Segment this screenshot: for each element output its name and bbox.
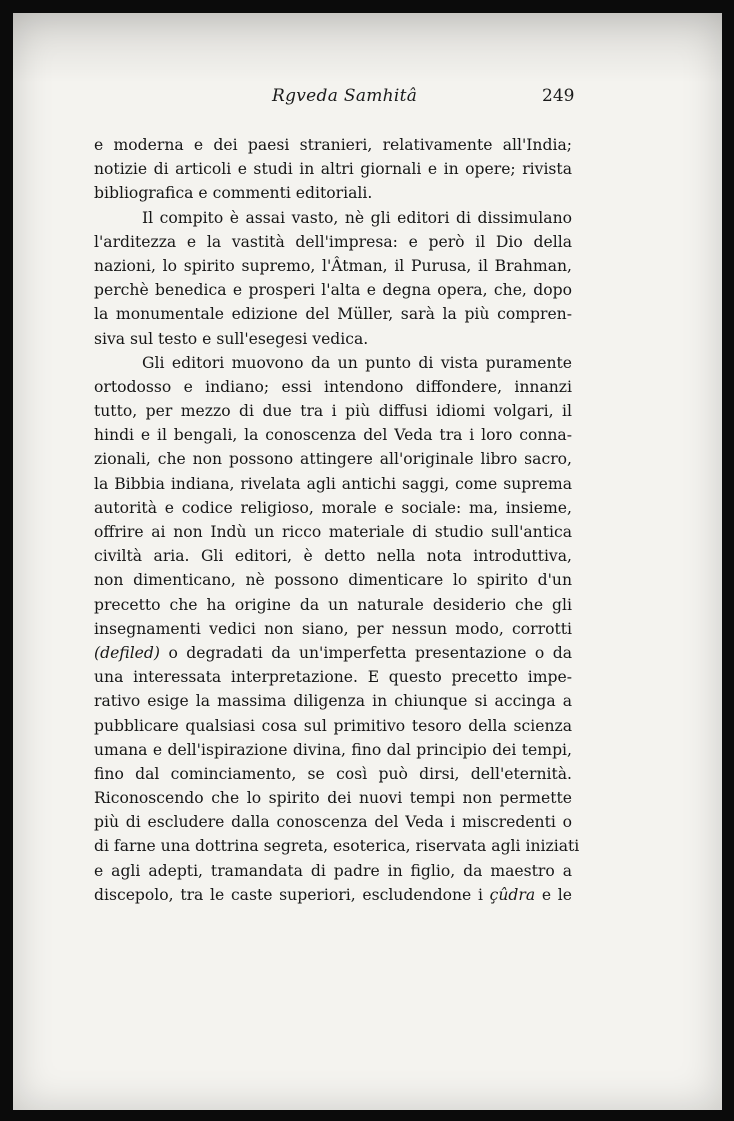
- body-text: [94, 133, 580, 907]
- text-line-9: siva sul testo e sull'esegesi vedica.: [94, 329, 369, 348]
- text-line-12: tutto, per mezzo di due tra i più diffusi idiomi volgari, il: [94, 402, 572, 421]
- text-line-6: nazioni, lo spirito supremo, l'Âtman, il Purusa, il Brahman,: [94, 256, 572, 275]
- text-line-14: zionali, che non possono attingere all'originale libro sacro,: [94, 450, 572, 469]
- text-line-1: e moderna e dei paesi stranieri, relativamente all'India;: [94, 136, 572, 154]
- italic-defiled: (defiled): [94, 643, 160, 662]
- book-page: [13, 13, 722, 1110]
- page-header: [13, 86, 722, 110]
- text-line-25: pubblicare qualsiasi cosa sul primitivo tesoro della scienza: [94, 716, 572, 735]
- text-line-16: autorità e codice religioso, morale e sociale: ma, insieme,: [94, 498, 572, 517]
- text-line-5: l'arditezza e la vastità dell'impresa: e però il Dio della: [94, 232, 572, 251]
- text-line-26: umana e dell'ispirazione divina, fino dal principio dei tempi,: [94, 740, 572, 759]
- italic-cudra: çûdra: [489, 885, 536, 904]
- text-line-13: hindi e il bengali, la conoscenza del Veda tra i loro conna-: [94, 426, 572, 445]
- text-line-17: offrire ai non Indù un ricco materiale di studio sull'antica: [94, 523, 572, 541]
- text-line-28: Riconoscendo che lo spirito dei nuovi tempi non permette: [94, 789, 572, 808]
- text-line-27: fino dal cominciamento, se così può dirsi, dell'eternità.: [94, 764, 572, 783]
- text-line-24: rativo esige la massima diligenza in chiunque si accinga a: [94, 692, 572, 711]
- text-line-19: non dimenticano, nè possono dimenticare lo spirito d'un: [94, 571, 572, 590]
- text-line-29: più di escludere dalla conoscenza del Veda i miscredenti o: [94, 813, 572, 832]
- text-line-32: [94, 883, 572, 907]
- page-number: 249: [542, 86, 575, 106]
- text-line-22: [94, 641, 572, 665]
- text-line-8: la monumentale edizione del Müller, sarà la più compren-: [94, 305, 572, 324]
- text-line-2: notizie di articoli e studi in altri giornali e in opere; rivista: [94, 160, 572, 179]
- text-line-7: perchè benedica e prosperi l'alta e degna opera, che, dopo: [94, 281, 572, 300]
- text-line-30: di farne una dottrina segreta, esoterica, riservata agli iniziati: [94, 837, 580, 856]
- text-line-10: Gli editori muovono da un punto di vista puramente: [142, 353, 572, 372]
- text-line-18: civiltà aria. Gli editori, è detto nella nota introduttiva,: [94, 547, 572, 566]
- text-line-20: precetto che ha origine da un naturale desiderio che gli: [94, 595, 572, 614]
- text-line-21: insegnamenti vedici non siano, per nessun modo, corrotti: [94, 619, 572, 638]
- text-line-32-start: discepolo, tra le caste superiori, escludendone i: [94, 885, 483, 904]
- text-line-4: Il compito è assai vasto, nè gli editori di dissimulano: [142, 208, 572, 227]
- text-line-11: ortodosso e indiano; essi intendono diffondere, innanzi: [94, 377, 572, 396]
- text-line-32-end: e le: [541, 885, 572, 904]
- text-line-3: bibliografica e commenti editoriali.: [94, 184, 373, 203]
- text-line-22-rest: o degradati da un'imperfetta presentazione o da: [168, 643, 572, 662]
- running-title: Rgveda Samhitâ: [272, 86, 418, 106]
- text-line-23: una interessata interpretazione. E questo precetto impe-: [94, 668, 572, 687]
- text-line-31: e agli adepti, tramandata di padre in figlio, da maestro a: [94, 861, 572, 880]
- text-line-15: la Bibbia indiana, rivelata agli antichi saggi, come suprema: [94, 474, 572, 493]
